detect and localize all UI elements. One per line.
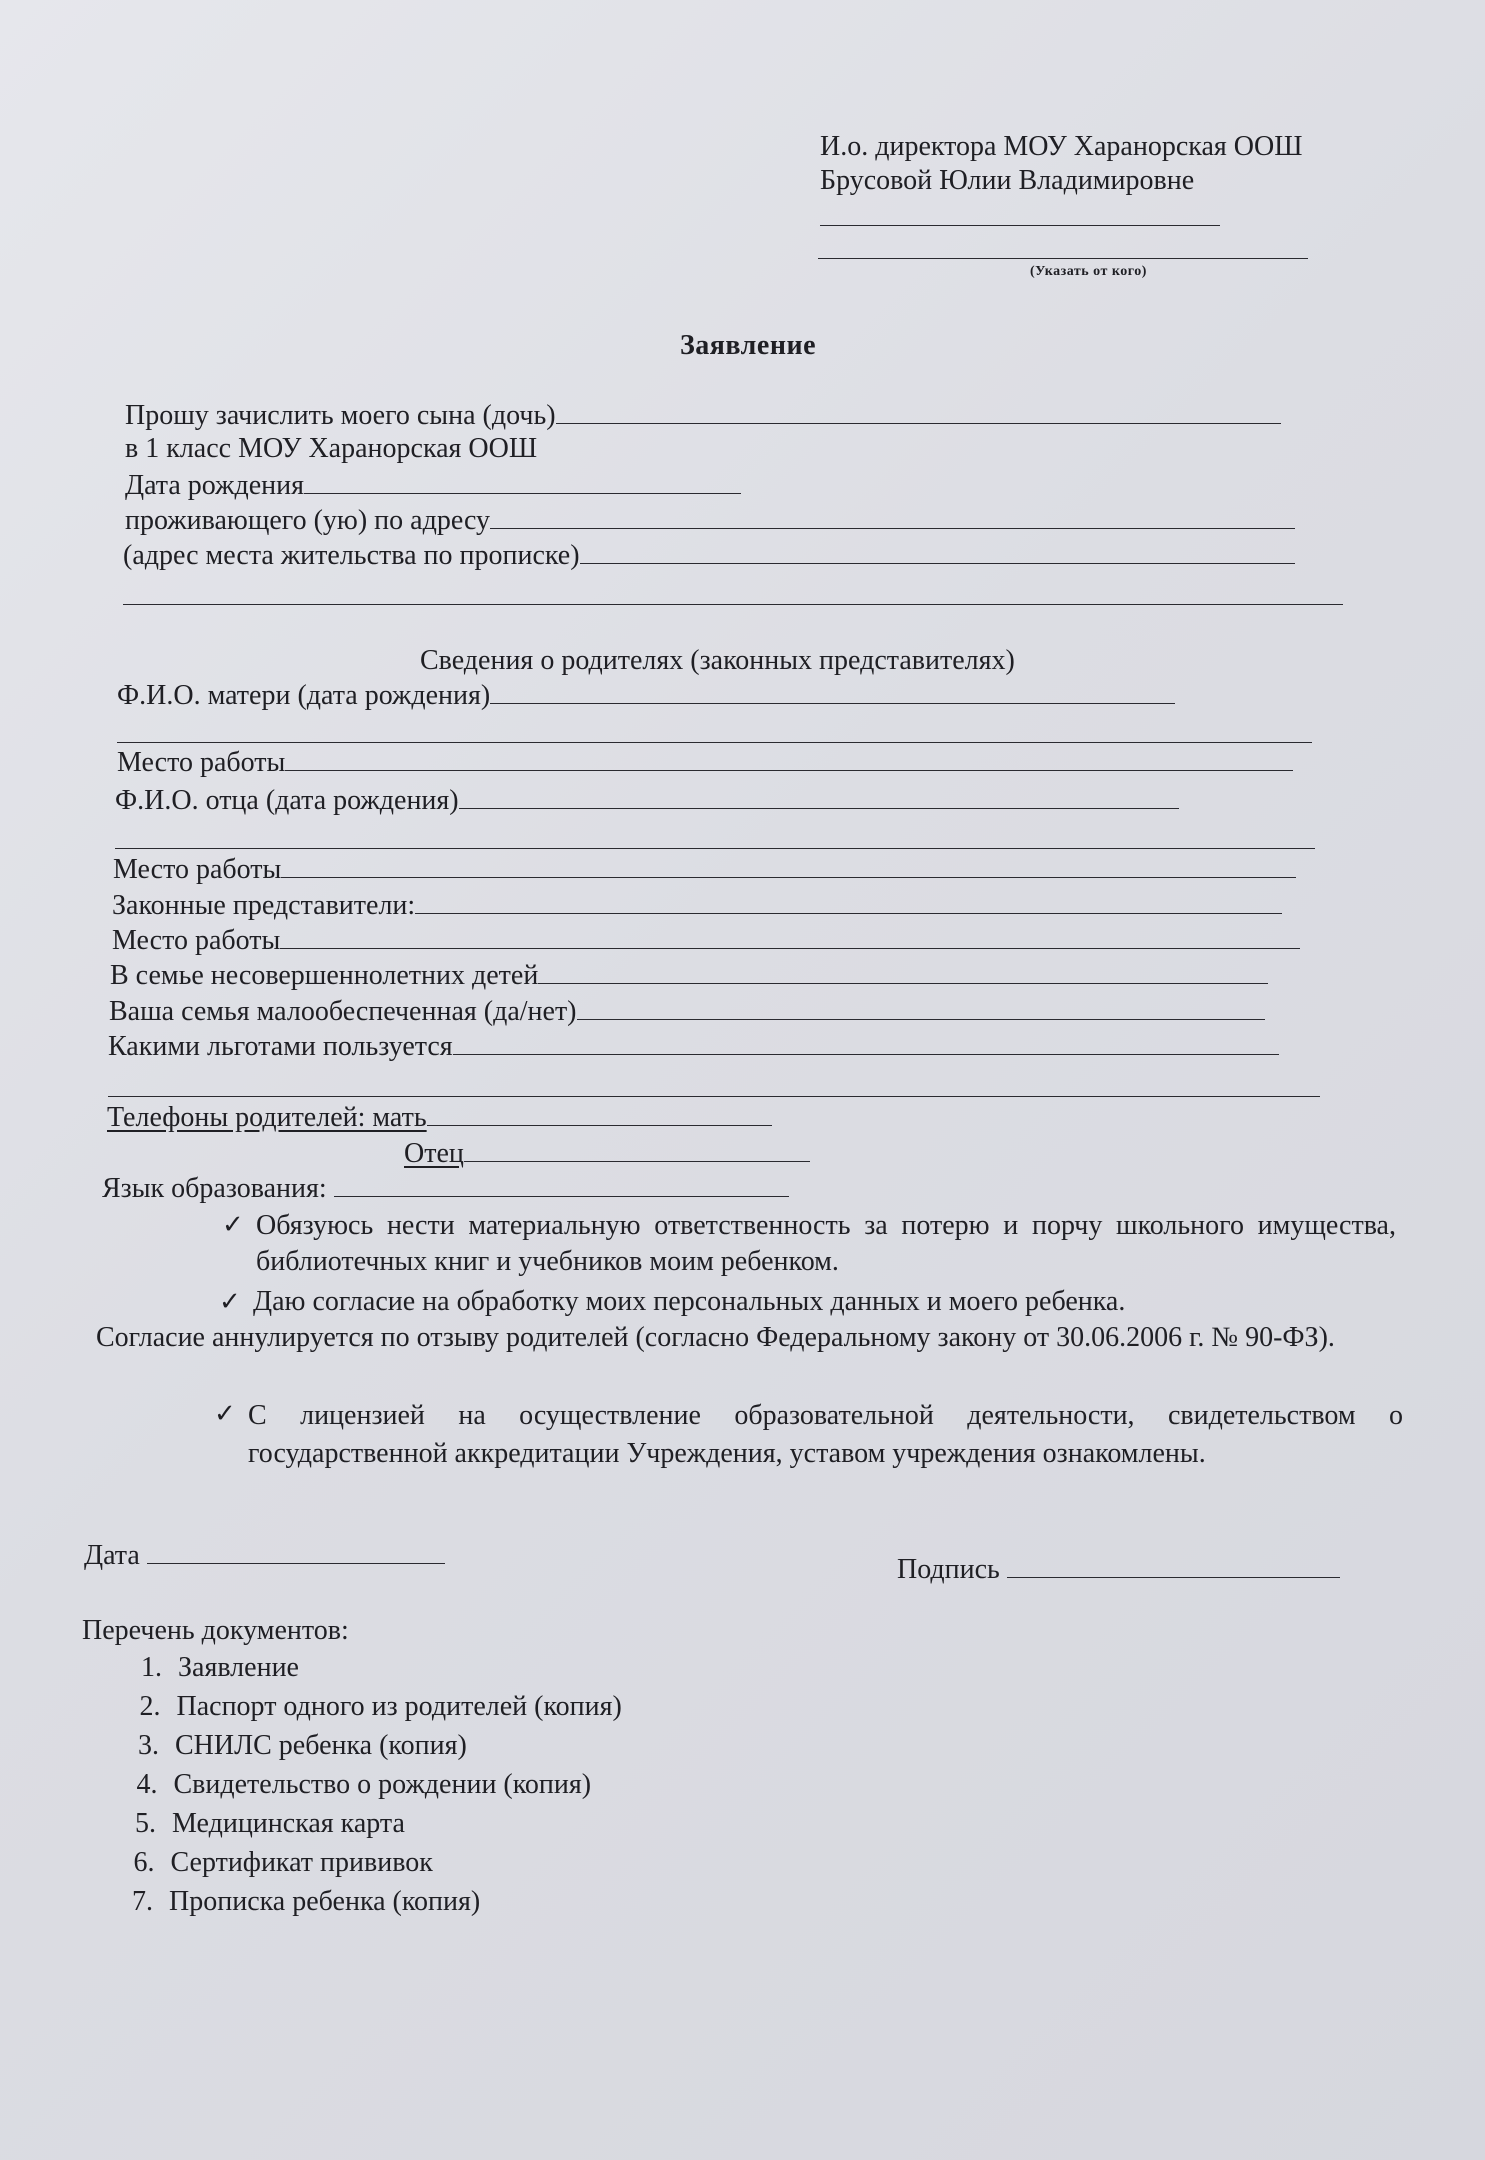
lowincome-label: Ваша семья малообеспеченная (да/нет) <box>109 996 577 1027</box>
mother-phone-field[interactable] <box>427 1099 772 1126</box>
phones-label: Телефоны родителей: мать <box>107 1102 427 1133</box>
benefits-label: Какими льготами пользуется <box>108 1031 453 1062</box>
father-label: Ф.И.О. отца (дата рождения) <box>115 785 459 816</box>
document-item-text: Паспорт одного из родителей (копия) <box>176 1691 622 1722</box>
benefits-field[interactable] <box>453 1028 1279 1055</box>
document-item <box>114 1765 622 1804</box>
addressee-line-2: Брусовой Юлии Владимировне <box>820 165 1195 196</box>
minors-row <box>110 957 1268 993</box>
document-item-number: 3. <box>138 1730 159 1761</box>
document-item-number: 7. <box>132 1886 153 1917</box>
enroll-row <box>125 397 1281 433</box>
child-name-field[interactable] <box>556 397 1281 424</box>
father-work-field[interactable] <box>281 851 1296 878</box>
child-registration-field[interactable] <box>580 537 1295 564</box>
consent-annul-text: Согласие аннулируется по отзыву родителей (согласно Федеральному закону от 30.06.2006 г. № 90-ФЗ). <box>96 1322 1335 1353</box>
work1-label: Место работы <box>117 747 286 778</box>
addressee-line-1: И.о. директора МОУ Харанорская ООШ <box>820 131 1303 162</box>
father-line-2[interactable] <box>115 848 1315 849</box>
document-item-number: 6. <box>133 1847 155 1878</box>
father-phone-label: Отец <box>404 1138 464 1169</box>
class-line: в 1 класс МОУ Харанорская ООШ <box>125 433 538 464</box>
lowincome-field[interactable] <box>577 993 1265 1020</box>
document-item-number: 2. <box>139 1691 161 1722</box>
document-item-number: 1. <box>141 1652 162 1683</box>
consent-2 <box>219 1285 1125 1319</box>
sign-row <box>897 1551 1340 1587</box>
father-field[interactable] <box>459 782 1179 809</box>
benefits-line-2[interactable] <box>108 1096 1320 1097</box>
language-row <box>102 1170 789 1206</box>
minors-label: В семье несовершеннолетних детей <box>110 960 539 991</box>
guardians-label: Законные представители: <box>112 890 416 921</box>
document-item-text: Медицинская карта <box>172 1808 405 1839</box>
father-phone-field[interactable] <box>464 1135 810 1162</box>
checkmark-icon: ✓ <box>222 1210 244 1239</box>
child-birth-field[interactable] <box>304 467 741 494</box>
document-item-number: 5. <box>135 1808 156 1839</box>
mother-label: Ф.И.О. матери (дата рождения) <box>117 680 491 711</box>
document-item-text: СНИЛС ребенка (копия) <box>175 1730 467 1761</box>
address-label: проживающего (ую) по адресу <box>125 505 490 536</box>
mother-work-field[interactable] <box>285 744 1293 771</box>
checkmark-icon: ✓ <box>214 1399 236 1428</box>
minors-field[interactable] <box>538 957 1268 984</box>
consent-1-text: Обязуюсь нести материальную ответственность за потерю и порчу школьного имущества, библиотечных книг и учебников моим ребенком. <box>256 1210 1396 1277</box>
document-item <box>118 1648 622 1687</box>
language-label: Язык образования: <box>102 1173 327 1204</box>
father-row <box>115 782 1179 818</box>
consent-1 <box>222 1208 1402 1280</box>
birth-row <box>125 467 741 503</box>
from-hint: (Указать от кого) <box>1030 264 1147 279</box>
checkmark-icon: ✓ <box>219 1287 241 1316</box>
guardians-work-field[interactable] <box>280 922 1300 949</box>
mother-line-2[interactable] <box>117 742 1312 743</box>
work2-label: Место работы <box>113 854 282 885</box>
applicant-line-2[interactable] <box>818 258 1308 259</box>
signature-field[interactable] <box>1007 1551 1340 1578</box>
registration-line-2[interactable] <box>123 604 1343 605</box>
guardians-field[interactable] <box>415 887 1282 914</box>
mother-row <box>117 677 1175 713</box>
mother-field[interactable] <box>490 677 1175 704</box>
work3-row <box>112 922 1300 958</box>
registration-label: (адрес места жительства по прописке) <box>123 540 580 571</box>
document-item <box>115 1726 622 1765</box>
lowincome-row <box>109 993 1265 1029</box>
document-title: Заявление <box>680 330 817 361</box>
guardians-row <box>112 887 1282 923</box>
parents-heading: Сведения о родителях (законных представителях) <box>420 645 1015 676</box>
date-row <box>84 1537 445 1573</box>
documents-heading: Перечень документов: <box>82 1615 349 1646</box>
registration-row <box>123 537 1295 573</box>
child-address-field[interactable] <box>490 502 1295 529</box>
document-item <box>111 1843 622 1882</box>
work2-row <box>113 851 1296 887</box>
document-item-text: Сертификат прививок <box>170 1847 433 1878</box>
work3-label: Место работы <box>112 925 281 956</box>
documents-list <box>118 1648 622 1921</box>
document-item <box>117 1687 622 1726</box>
applicant-line-1[interactable] <box>820 225 1220 226</box>
consent-3 <box>214 1397 1409 1473</box>
benefits-row <box>108 1028 1279 1064</box>
language-field[interactable] <box>334 1170 789 1197</box>
consent-3-text: С лицензией на осуществление образовательной деятельности, свидетельством о государственной аккредитации Учреждения, уставом учреждения ознакомлены. <box>248 1400 1403 1469</box>
date-field[interactable] <box>147 1537 445 1564</box>
document-item-text: Прописка ребенка (копия) <box>169 1886 481 1917</box>
father-phone-row <box>404 1135 810 1171</box>
address-row <box>125 502 1295 538</box>
work1-row <box>117 744 1293 780</box>
document-item <box>109 1882 622 1921</box>
birth-label: Дата рождения <box>125 470 304 501</box>
enroll-label: Прошу зачислить моего сына (дочь) <box>125 400 556 431</box>
date-label: Дата <box>84 1540 140 1571</box>
document-item-text: Заявление <box>178 1652 299 1683</box>
document-item-text: Свидетельство о рождении (копия) <box>173 1769 592 1800</box>
sign-label: Подпись <box>897 1554 1000 1585</box>
phones-row <box>107 1099 772 1135</box>
document-item-number: 4. <box>136 1769 158 1800</box>
consent-2-text: Даю согласие на обработку моих персональных данных и моего ребенка. <box>253 1286 1126 1317</box>
document-item <box>112 1804 622 1843</box>
